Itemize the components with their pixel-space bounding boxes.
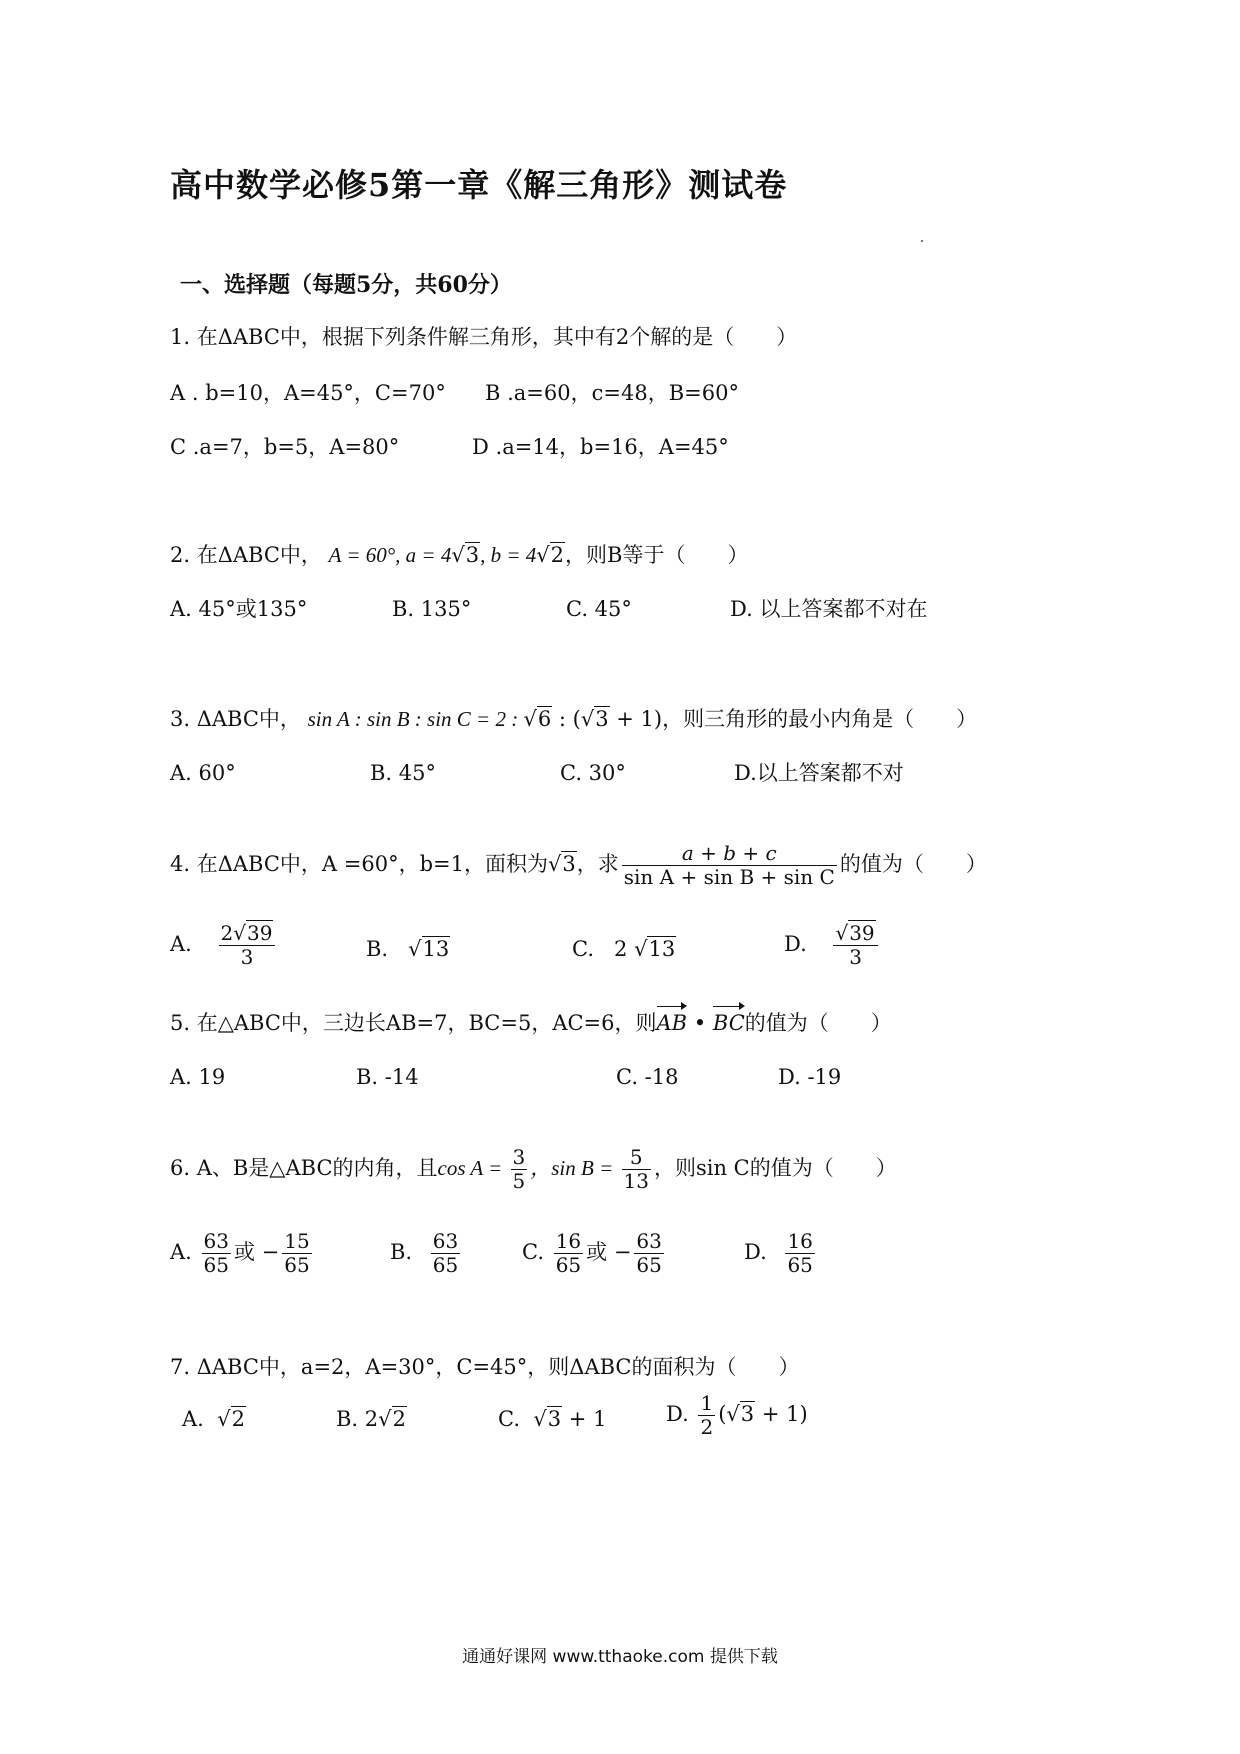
fraction-15-over-65: $\frac{15}{65}$ — [284, 1229, 310, 1277]
page-title: 高中数学必修5第一章《解三角形》测试卷 — [170, 166, 788, 204]
question-3-option-b: B. 45° — [370, 761, 437, 785]
question-3-option-a: A. 60° — [170, 761, 236, 785]
question-3-ratio-sep: : ( — [552, 707, 581, 731]
sqrt-13: √13 — [408, 937, 450, 961]
question-7-option-d: D. $\frac{1}{2}$ (√3 + 1) — [666, 1391, 808, 1439]
question-3-option-c: C. 30° — [560, 761, 626, 785]
fraction-16-over-65: $\frac{16}{65}$ — [555, 1229, 582, 1277]
question-3-ratio: sin A : sin B : sin C = 2 : — [307, 707, 524, 731]
fraction-5-over-13: $\frac{5}{13}$ — [623, 1145, 649, 1193]
sqrt-3: √3 — [580, 707, 609, 731]
fraction-sqrt39-over-3: $\frac{√39}{3}$ — [833, 922, 877, 969]
sqrt-13: √13 — [634, 937, 676, 961]
question-6-tail: ，则sin C的值为（ ） — [653, 1156, 897, 1180]
question-5-stem — [170, 1008, 892, 1038]
question-4-option-b: B. √13 — [366, 937, 450, 961]
question-5-option-c: C. -18 — [616, 1065, 679, 1089]
sqrt-3: √3 — [533, 1407, 562, 1431]
question-2-option-d: D. 以上答案都不对在 — [730, 597, 928, 621]
sqrt-2: √2 — [378, 1407, 406, 1431]
question-1-option-b: B .a=60，c=48，B=60° — [485, 381, 739, 405]
question-4-tail: 的值为（ ） — [839, 852, 987, 876]
footer-source: 通通好课网 www.tthaoke.com 提供下载 — [462, 1647, 778, 1667]
sin-b-label: ，sin B = — [530, 1156, 619, 1180]
fraction-3-over-5: $\frac{3}{5}$ — [512, 1145, 526, 1193]
question-2-condition-b: a = 4 — [405, 543, 452, 567]
section-heading: 一、选择题（每题5分，共60分） — [180, 272, 512, 298]
question-3-option-d: D.以上答案都不对 — [734, 761, 904, 785]
sqrt-2: √2 — [536, 543, 565, 567]
question-6-stem — [170, 1146, 897, 1193]
question-4-stem — [170, 842, 987, 889]
question-7-option-c: C. √3 + 1 — [498, 1407, 607, 1431]
question-3-stem — [170, 704, 977, 734]
fraction-16-over-65: $\frac{16}{65}$ — [787, 1229, 813, 1277]
question-4-option-a: A. $\frac{2√39}{3}$ — [170, 922, 278, 969]
scan-speck — [921, 240, 923, 242]
question-2-option-b: B. 135° — [392, 597, 472, 621]
question-7-stem: 7. ΔABC中，a=2，A=30°，C=45°，则ΔABC的面积为（ ） — [170, 1355, 800, 1379]
question-5-option-a: A. 19 — [170, 1065, 226, 1089]
sqrt-3: √3 — [726, 1402, 755, 1426]
fraction-2-sqrt39-over-3: $\frac{2√39}{3}$ — [219, 922, 276, 969]
question-1-stem: 1. 在ΔABC中，根据下列条件解三角形，其中有2个解的是（ ） — [170, 325, 798, 349]
question-4-option-c: C. 2 √13 — [572, 937, 676, 961]
question-6-option-c: C. $\frac{16}{65}$ 或 − $\frac{63}{65}$ — [522, 1229, 662, 1277]
question-5-tail: 的值为（ ） — [744, 1011, 892, 1035]
question-2-number: 2. 在ΔABC中， — [170, 543, 322, 567]
fraction-63-over-65: $\frac{63}{65}$ — [203, 1229, 229, 1277]
vector-bc: BC — [713, 1008, 745, 1038]
question-5-text: 5. 在△ABC中，三边长AB=7，BC=5，AC=6，则 — [170, 1011, 657, 1035]
question-7-option-b: B. 2√2 — [336, 1407, 406, 1431]
question-6-text: 6. A、B是△ABC的内角，且 — [170, 1156, 438, 1180]
question-6-option-b: B. $\frac{63}{65}$ — [390, 1229, 459, 1277]
question-7-option-a: A. √2 — [182, 1407, 245, 1431]
question-1-option-a: A . b=10，A=45°，C=70° — [170, 381, 446, 405]
fraction-63-over-65: $\frac{63}{65}$ — [636, 1229, 662, 1277]
dot-product-symbol: • — [687, 1011, 713, 1035]
question-6-option-a: A. $\frac{63}{65}$ 或 − $\frac{15}{65}$ — [170, 1229, 310, 1277]
question-2-option-a: A. 45°或135° — [170, 597, 308, 621]
sqrt-3: √3 — [451, 543, 480, 567]
question-6-option-d: D. $\frac{16}{65}$ — [744, 1229, 813, 1277]
question-2-tail: ，则B等于（ ） — [565, 543, 749, 567]
question-4-option-d: D. $\frac{√39}{3}$ — [784, 922, 881, 969]
question-2-condition-c: , b = 4 — [480, 543, 537, 567]
question-2-option-c: C. 45° — [566, 597, 632, 621]
cos-a-label: cos A = — [437, 1156, 508, 1180]
question-2-condition-a: A = 60°, — [328, 543, 406, 567]
sqrt-3: √3 — [548, 852, 576, 876]
question-5-option-b: B. -14 — [356, 1065, 419, 1089]
vector-ab: AB — [657, 1008, 688, 1038]
question-1-option-d: D .a=14，b=16，A=45° — [472, 435, 729, 459]
question-1-option-c: C .a=7，b=5，A=80° — [170, 435, 400, 459]
sqrt-2: √2 — [217, 1407, 245, 1431]
question-2-stem — [170, 540, 748, 570]
fraction-1-over-2: $\frac{1}{2}$ — [700, 1391, 714, 1439]
question-4-number: 4. 在ΔABC中，A =60°，b=1，面积为 — [170, 852, 548, 876]
question-3-ratio-end: + 1) — [609, 707, 663, 731]
question-4-ask: ，求 — [576, 852, 619, 876]
question-3-tail: ，则三角形的最小内角是（ ） — [662, 707, 978, 731]
question-3-number: 3. ΔABC中， — [170, 707, 301, 731]
question-4-fraction: $\frac{a + b + c}{\text{sin A + sin B + sin C}}$ — [623, 841, 835, 889]
sqrt-6: √6 — [523, 707, 552, 731]
fraction-63-over-65: $\frac{63}{65}$ — [432, 1229, 459, 1277]
question-5-option-d: D. -19 — [778, 1065, 842, 1089]
